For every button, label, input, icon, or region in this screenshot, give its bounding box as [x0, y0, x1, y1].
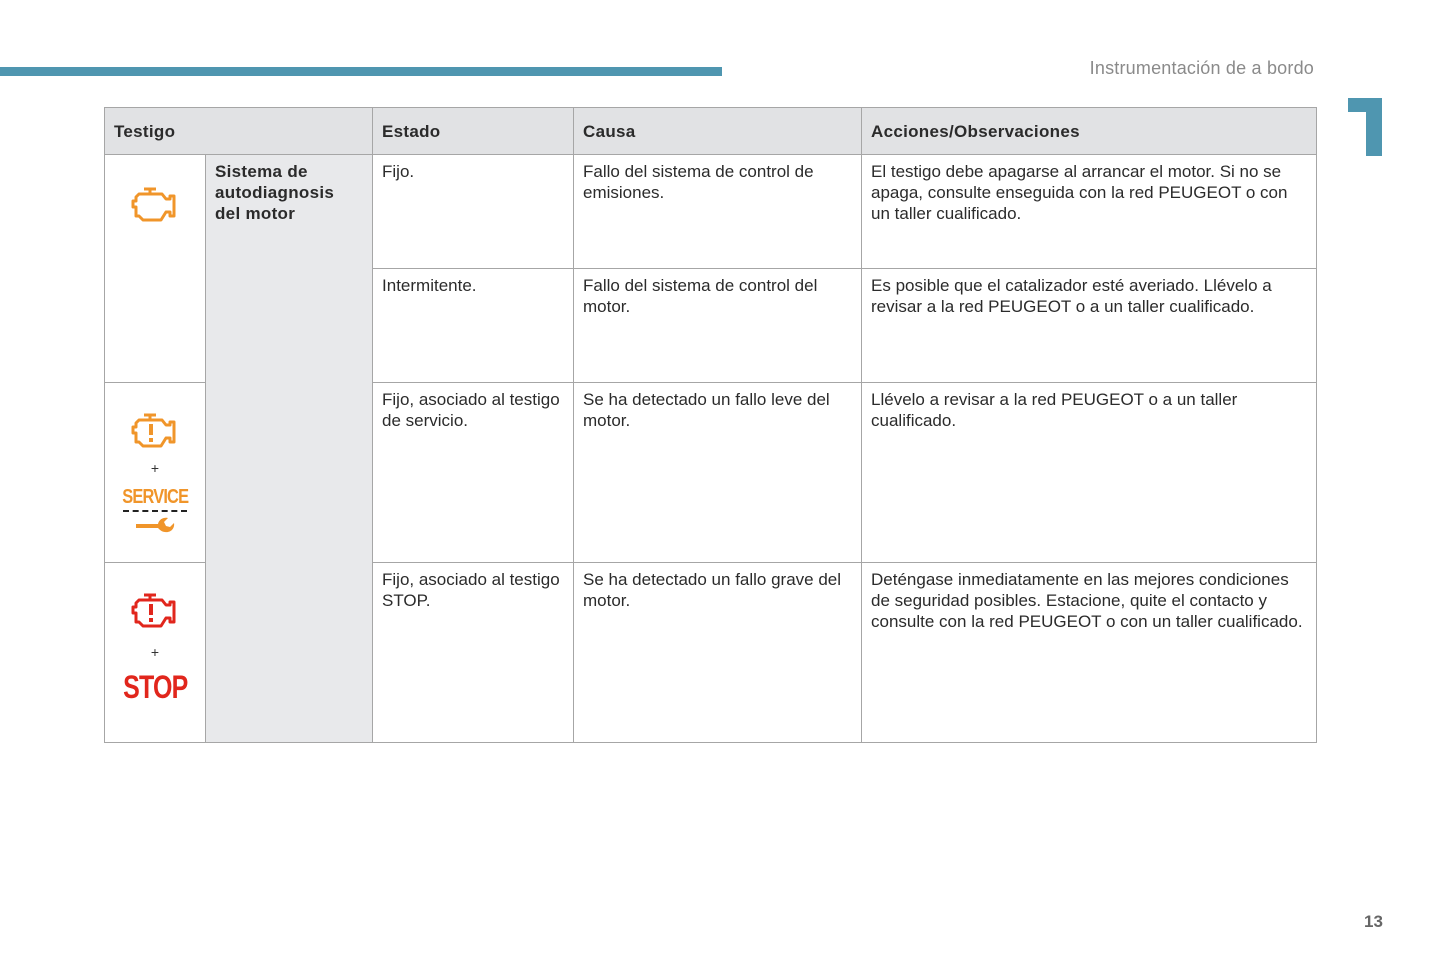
- acciones-cell: Deténgase inmediatamente en las mejores condiciones de seguridad posibles. Estacione, quite el contacto y consulte con la red PEUGEOT o con un taller cualificado.: [862, 563, 1317, 743]
- plus-sign: +: [150, 644, 160, 660]
- engine-fault-amber-icon: [130, 411, 180, 451]
- icon-cell-engine-stop: [105, 563, 206, 743]
- header-causa: Causa: [574, 108, 862, 155]
- acciones-cell: El testigo debe apagarse al arrancar el motor. Si no se apaga, consulte enseguida con la red PEUGEOT o con un taller cualificado.: [862, 155, 1317, 269]
- table-row: [105, 155, 1317, 269]
- plus-sign: +: [150, 460, 160, 476]
- wrench-icon: [134, 516, 176, 536]
- warning-lights-table: [104, 107, 1317, 743]
- estado-cell: Fijo, asociado al testigo de servicio.: [373, 383, 574, 563]
- section-title: Instrumentación de a bordo: [1089, 58, 1314, 78]
- icon-cell-engine-service: [105, 383, 206, 563]
- header-testigo: Testigo: [105, 108, 373, 155]
- causa-cell: Fallo del sistema de control del motor.: [574, 269, 862, 383]
- estado-cell: Intermitente.: [373, 269, 574, 383]
- acciones-cell: Es posible que el catalizador esté averiado. Llévelo a revisar a la red PEUGEOT o a un taller cualificado.: [862, 269, 1317, 383]
- header-accent-bar: [0, 67, 722, 76]
- causa-cell: Se ha detectado un fallo leve del motor.: [574, 383, 862, 563]
- indicator-name-cell: Sistema de autodiagnosis del motor: [206, 155, 373, 743]
- stop-label: STOP: [123, 669, 188, 705]
- icon-cell-engine: [105, 155, 206, 383]
- estado-cell: Fijo, asociado al testigo STOP.: [373, 563, 574, 743]
- acciones-cell: Llévelo a revisar a la red PEUGEOT o a un taller cualificado.: [862, 383, 1317, 563]
- header-estado: Estado: [373, 108, 574, 155]
- service-label: SERVICE: [122, 486, 188, 508]
- causa-cell: Fallo del sistema de control de emisiones.: [574, 155, 862, 269]
- page-number: 13: [1364, 912, 1383, 931]
- chapter-number-1: [1344, 86, 1382, 164]
- causa-cell: Se ha detectado un fallo grave del motor.: [574, 563, 862, 743]
- estado-cell: Fijo.: [373, 155, 574, 269]
- table-header-row: [105, 108, 1317, 155]
- header-acciones: Acciones/Observaciones: [862, 108, 1317, 155]
- engine-warning-amber-icon: [130, 185, 180, 225]
- engine-fault-red-icon: [130, 591, 180, 631]
- dashed-divider: [123, 510, 187, 512]
